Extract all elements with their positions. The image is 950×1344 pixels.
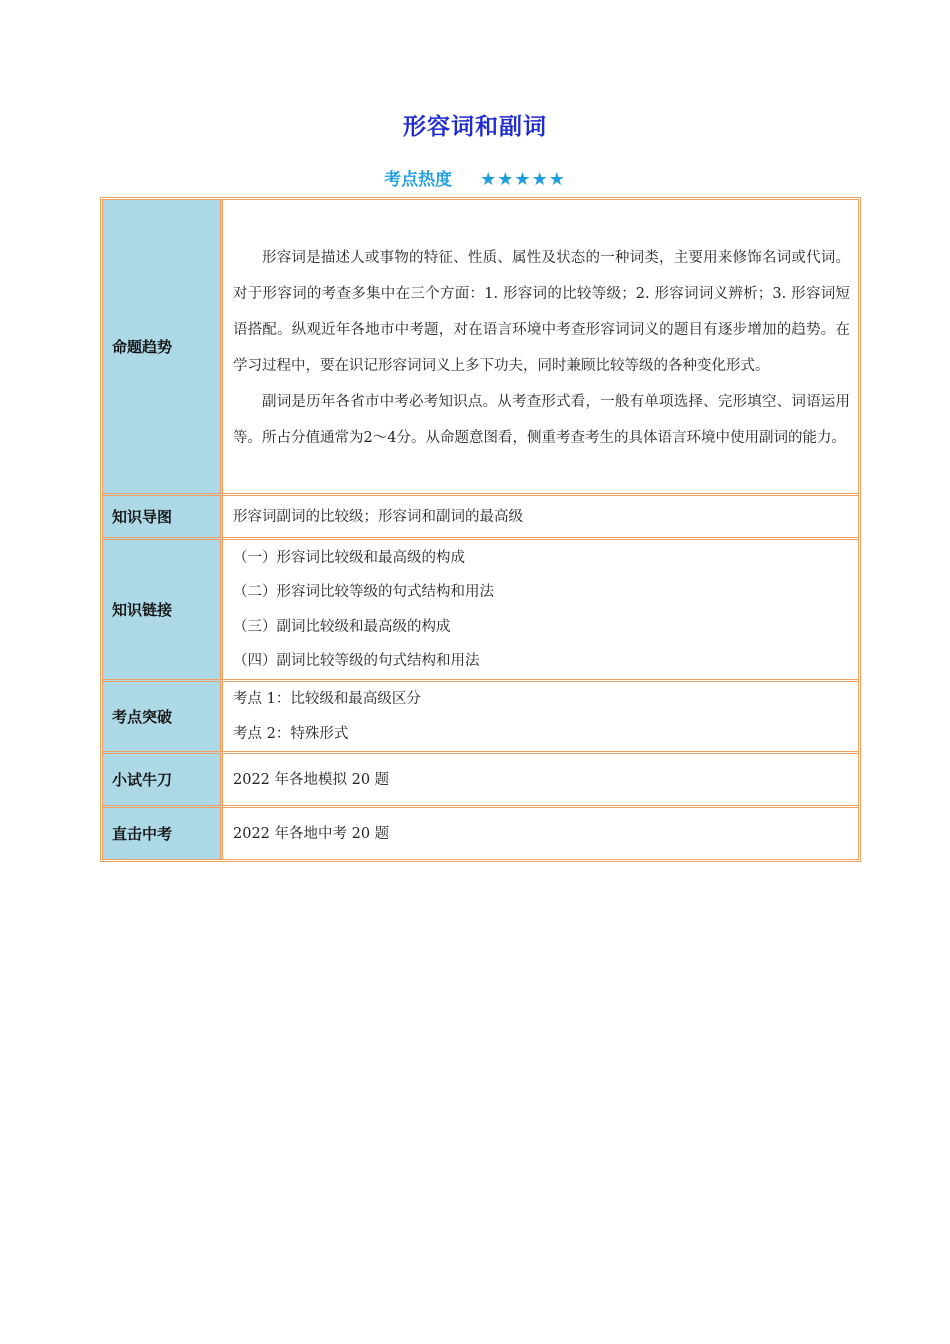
row-content xyxy=(223,679,858,751)
row-label: 直击中考 xyxy=(103,805,223,859)
list-item: （三）副词比较级和最高级的构成 xyxy=(233,618,451,635)
heat-rating xyxy=(0,165,950,190)
list-item: 形容词副词的比较级；形容词和副词的最高级 xyxy=(233,508,523,525)
row-label: 考点突破 xyxy=(103,679,223,751)
table-row xyxy=(103,805,858,859)
row-content xyxy=(223,200,858,493)
table-row xyxy=(103,751,858,805)
overview-table xyxy=(103,200,858,859)
page-title: 形容词和副词 xyxy=(403,114,547,140)
list-item: （二）形容词比较等级的句式结构和用法 xyxy=(233,584,494,600)
list-item: 考点 1：比较级和最高级区分 xyxy=(233,691,421,707)
list-item: （一）形容词比较级和最高级的构成 xyxy=(233,549,465,566)
row-content xyxy=(223,537,858,679)
paragraph: 形容词是描述人或事物的特征、性质、属性及状态的一种词类，主要用来修饰名词或代词。对于形容词的考查多集中在三个方面：1. 形容词的比较等级；2. 形容词词义辨析；3. 形容词短语搭配。纵观近年各地市中考题，对在语言环境中考查形容词词义的题目有逐步增加的趋势。在学习过程中，要在识记形容词词义上多下功夫，同时兼顾比较等级的各种变化形式。 xyxy=(233,249,850,374)
row-label: 小试牛刀 xyxy=(103,751,223,805)
table-row xyxy=(103,493,858,537)
heat-label: 考点热度 xyxy=(384,170,453,190)
row-content xyxy=(223,751,858,805)
table-row xyxy=(103,679,858,751)
overview-table-frame xyxy=(100,197,861,862)
list-item: 2022 年各地模拟 20 题 xyxy=(233,771,390,788)
row-content xyxy=(223,493,858,537)
table-row xyxy=(103,537,858,679)
list-item: （四）副词比较等级的句式结构和用法 xyxy=(233,653,480,669)
list-item: 考点 2：特殊形式 xyxy=(233,725,349,742)
row-label: 知识链接 xyxy=(103,537,223,679)
row-content xyxy=(223,805,858,859)
row-label: 知识导图 xyxy=(103,493,223,537)
table-row xyxy=(103,200,858,493)
star-rating: ★★★★★ xyxy=(480,169,566,190)
list-item: 2022 年各地中考 20 题 xyxy=(233,825,390,842)
paragraph: 副词是历年各省市中考必考知识点。从考查形式看，一般有单项选择、完形填空、词语运用等。所占分值通常为2～4分。从命题意图看，侧重考查考生的具体语言环境中使用副词的能力。 xyxy=(233,393,850,446)
row-label: 命题趋势 xyxy=(103,200,223,493)
